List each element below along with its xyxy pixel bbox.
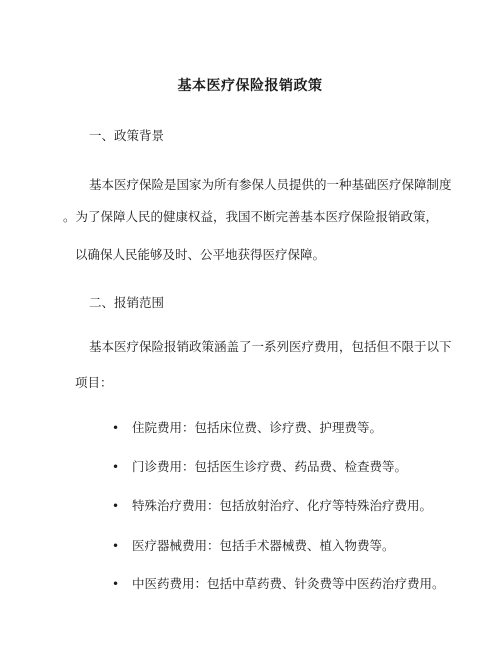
paragraph-line: 基本医疗保险报销政策涵盖了一系列医疗费用，包括但不限于以下 <box>89 339 452 354</box>
list-item-text: 中医药费用：包括中草药费、针灸费等中医药治疗费用。 <box>132 576 445 591</box>
list-item-text: 特殊治疗费用：包括放射治疗、化疗等特殊治疗费用。 <box>132 498 433 513</box>
list-item <box>112 419 382 437</box>
list-item <box>112 497 432 515</box>
list-item <box>112 537 395 555</box>
list-item <box>112 575 445 593</box>
paragraph-line: 基本医疗保险是国家为所有参保人员提供的一种基础医疗保障制度 <box>89 177 452 192</box>
bullet-icon: • <box>112 577 120 591</box>
bullet-icon: • <box>112 421 120 435</box>
paragraph-line: 项目： <box>75 375 113 390</box>
paragraph-line: 。为了保障人民的健康权益，我国不断完善基本医疗保险报销政策， <box>63 209 439 224</box>
list-item-text: 住院费用：包括床位费、诊疗费、护理费等。 <box>132 420 383 435</box>
list-item <box>112 458 407 476</box>
bullet-icon: • <box>112 460 120 474</box>
bullet-icon: • <box>112 499 120 513</box>
section-heading-background: 一、政策背景 <box>89 128 165 143</box>
document-title: 基本医疗保险报销政策 <box>177 78 323 94</box>
list-item-text: 医疗器械费用：包括手术器械费、植入物费等。 <box>132 538 395 553</box>
paragraph-line: 以确保人民能够及时、公平地获得医疗保障。 <box>75 247 326 262</box>
section-heading-scope: 二、报销范围 <box>89 295 165 310</box>
list-item-text: 门诊费用：包括医生诊疗费、药品费、检查费等。 <box>132 459 408 474</box>
bullet-icon: • <box>112 539 120 553</box>
